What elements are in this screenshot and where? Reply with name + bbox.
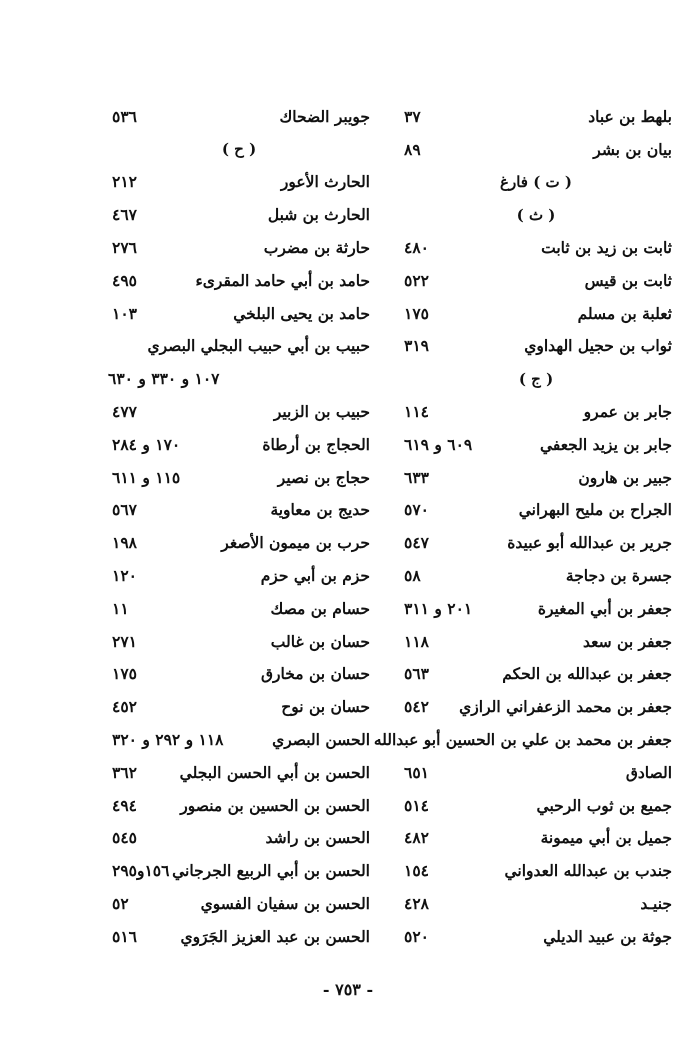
index-entry: [400, 789, 672, 822]
entry-name: حزم بن أبي حزم: [260, 566, 370, 586]
entry-pages: ٥٦٧: [112, 500, 137, 520]
index-entry: [400, 756, 672, 789]
index-entry: [108, 658, 370, 691]
index-entry: [108, 428, 370, 461]
index-entry: [108, 297, 370, 330]
entry-pages: ٥٤٧: [404, 533, 429, 553]
entry-pages: ٥٤٢: [404, 697, 429, 717]
entry-name: جميع بن ثوب الرحبي: [536, 795, 672, 815]
entry-name: جابر بن يزيد الجعفي: [539, 434, 672, 454]
entry-name: جعفر بن سعد: [583, 631, 672, 651]
entry-pages: ١٢٠: [112, 566, 137, 586]
entry-pages: ٣١٩: [404, 336, 429, 356]
entry-name: جرير بن عبدالله أبو عبيدة: [507, 533, 672, 553]
entry-pages: ٢٠١ و ٣١١: [404, 598, 473, 618]
index-column-left: [108, 100, 370, 953]
entry-pages: ١٠٧ و ٣٣٠ و ٦٣٠: [108, 369, 220, 389]
entry-pages: ٤٩٤: [112, 795, 137, 815]
entry-pages: ٢٧١: [112, 631, 137, 651]
section-heading: ( ج ): [518, 369, 554, 388]
entry-pages: ١١٤: [404, 402, 429, 422]
index-entry: [400, 887, 672, 920]
index-entry: [400, 494, 672, 527]
index-entry: [400, 461, 672, 494]
entry-name: ثابت بن قيس: [584, 270, 672, 290]
entry-name: الحسن بن سفيان الفسوي: [200, 894, 370, 914]
index-entry: [108, 625, 370, 658]
entry-pages: ١١٨: [404, 631, 429, 651]
entry-pages: ٨٩: [404, 139, 421, 159]
index-entry: [108, 920, 370, 953]
entry-name: الحارث الأعور: [280, 172, 370, 192]
index-entry: [400, 559, 672, 592]
entry-name: حرب بن ميمون الأصغر: [221, 533, 370, 553]
entry-name: حسان بن غالب: [270, 631, 370, 651]
entry-pages: ٢٧٦: [112, 238, 137, 258]
index-entry: [108, 166, 370, 199]
section-heading: ( ت ) فارغ: [500, 172, 572, 191]
entry-name: حامد بن يحيى البلخي: [233, 303, 370, 323]
entry-name: الحارث بن شبل: [267, 205, 370, 225]
entry-name: حجاج بن نصير: [277, 467, 370, 487]
index-entry: [400, 625, 672, 658]
entry-pages: ٥٢٢: [404, 270, 429, 290]
entry-pages: ١١٥ و ٦١١: [112, 467, 181, 487]
entry-pages: ٥١٤: [404, 795, 429, 815]
entry-name: الحسن بن أبي الربيع الجرجاني: [172, 861, 370, 881]
index-entry: [400, 264, 672, 297]
index-entry: [400, 592, 672, 625]
page-number: - ٧٥٣ -: [322, 980, 374, 999]
index-entry: [400, 133, 672, 166]
index-entry: [108, 789, 370, 822]
entry-name: حارثة بن مضرب: [263, 238, 370, 258]
index-entry: [400, 854, 672, 887]
index-entry: [108, 887, 370, 920]
entry-name: بلهط بن عباد: [588, 106, 672, 126]
entry-pages: ٤٥٢: [112, 697, 137, 717]
index-entry: [400, 297, 672, 330]
entry-pages: ٥٤٥: [112, 828, 137, 848]
entry-name: جعفر بن محمد بن علي بن الحسين أبو عبدالله: [373, 730, 672, 750]
section-heading: ( ث ): [516, 205, 556, 224]
entry-pages: ٤٩٥: [112, 270, 137, 290]
entry-name: جعفر بن محمد الزعفراني الرازي: [459, 697, 672, 717]
entry-name: جميل بن أبي ميمونة: [540, 828, 672, 848]
entry-name: جويبر الضحاك: [279, 106, 370, 126]
entry-name: الحسن بن عبد العزيز الجَرَوي: [180, 926, 370, 946]
index-entry-pages-line: [108, 362, 370, 395]
index-entry: [108, 461, 370, 494]
index-entry: [400, 658, 672, 691]
entry-pages: ١١: [112, 598, 129, 618]
index-entry: [108, 100, 370, 133]
entry-pages: ١١٨ و ٢٩٢ و ٣٢٠: [112, 730, 224, 750]
entry-pages: ٥٢: [112, 894, 129, 914]
entry-name: الحسن بن راشد: [265, 828, 370, 848]
index-entry: [108, 526, 370, 559]
entry-name: جابر بن عمرو: [583, 402, 672, 422]
index-column-right: [373, 100, 672, 953]
entry-pages: ٥٧٠: [404, 500, 429, 520]
entry-pages: ١٠٣: [112, 303, 137, 323]
entry-pages: ٥٨: [404, 566, 421, 586]
index-entry: [108, 231, 370, 264]
entry-name: بيان بن بشر: [593, 139, 672, 159]
index-entry: [400, 822, 672, 855]
index-entry: [108, 264, 370, 297]
entry-name: جعفر بن عبدالله بن الحكم: [502, 664, 672, 684]
index-entry: [108, 559, 370, 592]
entry-name: حديج بن معاوية: [270, 500, 370, 520]
index-entry: [400, 100, 672, 133]
entry-name: الحسن بن الحسين بن منصور: [180, 795, 370, 815]
entry-name: ثعلبة بن مسلم: [577, 303, 672, 323]
entry-pages: ٥٣٦: [112, 106, 137, 126]
entry-name: حسام بن مصك: [270, 598, 370, 618]
index-entry: [108, 198, 370, 231]
section-heading: ( ح ): [221, 140, 257, 159]
entry-name: جبير بن هارون: [578, 467, 672, 487]
entry-name: حامد بن أبي حامد المقرىء: [195, 270, 370, 290]
entry-name: الحسن البصري: [272, 730, 370, 750]
entry-name: جسرة بن دجاجة: [565, 566, 672, 586]
index-entry-continued: [373, 723, 672, 756]
entry-pages: ٣٧: [404, 106, 421, 126]
index-entry: [400, 920, 672, 953]
entry-pages: ٢١٢: [112, 172, 137, 192]
index-entry: [400, 330, 672, 363]
index-entry: [108, 723, 370, 756]
index-entry: [108, 592, 370, 625]
entry-pages: ٥٢٠: [404, 926, 429, 946]
entry-name: الحجاج بن أرطاة: [262, 434, 370, 454]
entry-pages: ٦٥١: [404, 762, 429, 782]
entry-name: ثابت بن زيد بن ثابت: [541, 238, 672, 258]
entry-pages: ١٥٦و٢٩٥: [112, 861, 170, 881]
entry-name: الصادق: [625, 762, 672, 782]
entry-pages: ٦٣٣: [404, 467, 429, 487]
index-entry: [400, 526, 672, 559]
entry-name: جنيـد: [640, 894, 672, 914]
entry-pages: ١٧٥: [112, 664, 137, 684]
entry-pages: ٣٦٢: [112, 762, 137, 782]
entry-name: جعفر بن أبي المغيرة: [537, 598, 672, 618]
entry-name: حسان بن مخارق: [261, 664, 370, 684]
index-entry: [108, 854, 370, 887]
entry-pages: ١٥٤: [404, 861, 429, 881]
index-entry-continued: [108, 330, 370, 363]
entry-pages: ١٩٨: [112, 533, 137, 553]
entry-name: الحسن بن أبي الحسن البجلي: [179, 762, 370, 782]
entry-pages: ٤٢٨: [404, 894, 429, 914]
entry-pages: ٤٧٧: [112, 402, 137, 422]
entry-name: الجراح بن مليح البهراني: [518, 500, 672, 520]
entry-name: حسان بن نوح: [281, 697, 370, 717]
entry-name: جوثة بن عبيد الديلي: [543, 926, 672, 946]
entry-pages: ١٧٠ و ٢٨٤: [112, 434, 181, 454]
index-entry: [400, 690, 672, 723]
entry-pages: ٦٠٩ و ٦١٩: [404, 434, 473, 454]
index-entry: [400, 395, 672, 428]
entry-name: حبيب بن أبي حبيب البجلي البصري: [147, 336, 370, 356]
index-entry: [108, 690, 370, 723]
entry-pages: ٤٦٧: [112, 205, 137, 225]
index-entry: [400, 428, 672, 461]
index-entry: [400, 231, 672, 264]
index-entry: [108, 822, 370, 855]
entry-pages: ٤٨٠: [404, 238, 429, 258]
entry-pages: ١٧٥: [404, 303, 429, 323]
index-entry: [108, 494, 370, 527]
index-entry: [108, 395, 370, 428]
index-entry: [108, 756, 370, 789]
entry-name: ثواب بن حجيل الهداوي: [524, 336, 672, 356]
entry-pages: ٥١٦: [112, 926, 137, 946]
entry-name: حبيب بن الزبير: [273, 402, 370, 422]
entry-name: جندب بن عبدالله العدواني: [504, 861, 672, 881]
entry-pages: ٥٦٣: [404, 664, 429, 684]
entry-pages: ٤٨٢: [404, 828, 429, 848]
